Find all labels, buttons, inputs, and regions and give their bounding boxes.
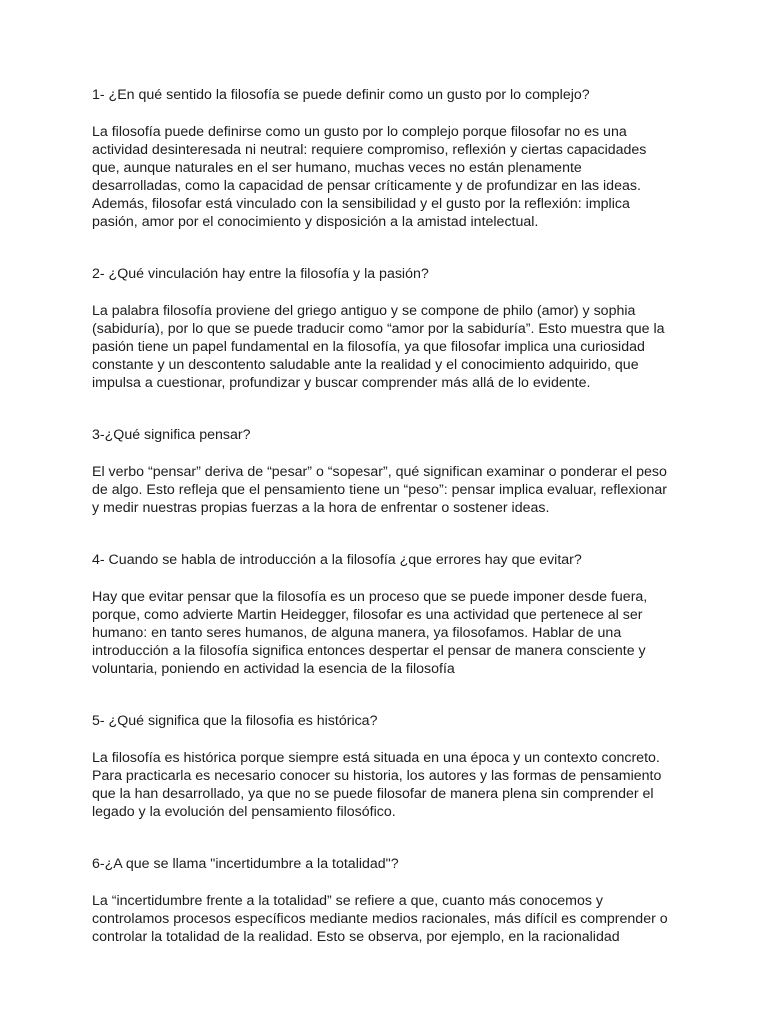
answer-line: pasión, amor por el conocimiento y disposición a la amistad intelectual. (92, 214, 539, 230)
answer-line: legado y la evolución del pensamiento filosófico. (92, 804, 396, 820)
answer-5 (92, 749, 692, 821)
qa-section-4 (92, 551, 692, 678)
answer-line: desarrolladas, como la capacidad de pensar críticamente y de profundizar en las ideas. (92, 178, 641, 194)
answer-line: que, aunque naturales en el ser humano, muchas veces no están plenamente (92, 160, 582, 176)
answer-line: Además, filosofar está vinculado con la sensibilidad y el gusto por la reflexión: implica (92, 196, 630, 212)
answer-line: controlamos procesos específicos mediante medios racionales, más difícil es comprender o (92, 911, 668, 927)
question-1: 1- ¿En qué sentido la filosofía se puede definir como un gusto por lo complejo? (92, 87, 590, 103)
qa-section-3 (92, 426, 692, 517)
answer-1 (92, 123, 692, 231)
answer-line: La filosofía puede definirse como un gusto por lo complejo porque filosofar no es una (92, 124, 627, 140)
answer-2 (92, 302, 692, 392)
question-5: 5- ¿Qué significa que la filosofia es histórica? (92, 713, 378, 729)
answer-line: La filosofía es histórica porque siempre está situada en una época y un contexto concreto. (92, 750, 660, 766)
section-gap (92, 517, 692, 551)
section-gap (92, 821, 692, 855)
answer-line: El verbo “pensar” deriva de “pesar” o “sopesar”, qué significan examinar o ponderar el peso (92, 464, 667, 480)
answer-line: (sabiduría), por lo que se puede traducir como “amor por la sabiduría”. Esto muestra que la (92, 321, 665, 337)
answer-line: voluntaria, poniendo en actividad la esencia de la filosofía (92, 661, 455, 677)
answer-6 (92, 892, 692, 946)
section-gap (92, 392, 692, 426)
answer-line: porque, como advierte Martin Heidegger, filosofar es una actividad que pertenece al ser (92, 607, 643, 623)
qa-section-2 (92, 265, 692, 392)
question-4: 4- Cuando se habla de introducción a la filosofía ¿que errores hay que evitar? (92, 552, 582, 568)
answer-line: humano: en tanto seres humanos, de alguna manera, ya filosofamos. Hablar de una (92, 625, 622, 641)
answer-line: impulsa a cuestionar, profundizar y buscar comprender más allá de lo evidente. (92, 375, 591, 391)
section-gap (92, 231, 692, 265)
answer-3 (92, 463, 692, 517)
answer-line: y medir nuestras propias fuerzas a la hora de enfrentar o sostener ideas. (92, 500, 550, 516)
answer-4 (92, 588, 692, 678)
question-3: 3-¿Qué significa pensar? (92, 427, 251, 443)
answer-line: Para practicarla es necesario conocer su historia, los autores y las formas de pensamiento (92, 768, 662, 784)
answer-line: constante y un descontento saludable ante la realidad y el conocimiento adquirido, que (92, 357, 639, 373)
section-gap (92, 678, 692, 712)
document-page (92, 86, 692, 946)
answer-line: La “incertidumbre frente a la totalidad” se refiere a que, cuanto más conocemos y (92, 893, 604, 909)
answer-line: Hay que evitar pensar que la filosofía es un proceso que se puede imponer desde fuera, (92, 589, 648, 605)
answer-line: de algo. Esto refleja que el pensamiento tiene un “peso”: pensar implica evaluar, reflexionar (92, 482, 667, 498)
question-2: 2- ¿Qué vinculación hay entre la filosofía y la pasión? (92, 266, 429, 282)
qa-section-6 (92, 855, 692, 946)
answer-line: que la han desarrollado, ya que no se puede filosofar de manera plena sin comprender el (92, 786, 654, 802)
qa-section-1 (92, 86, 692, 231)
answer-line: pasión tiene un papel fundamental en la filosofía, ya que filosofar implica una curiosidad (92, 339, 645, 355)
answer-line: La palabra filosofía proviene del griego antiguo y se compone de philo (amor) y sophia (92, 303, 636, 319)
answer-line: introducción a la filosofía significa entonces despertar el pensar de manera consciente y (92, 643, 646, 659)
qa-section-5 (92, 712, 692, 821)
answer-line: controlar la totalidad de la realidad. Esto se observa, por ejemplo, en la racionalidad (92, 929, 620, 945)
question-6: 6-¿A que se llama "incertidumbre a la totalidad"? (92, 856, 399, 872)
answer-line: actividad desinteresada ni neutral: requiere compromiso, reflexión y ciertas capacidades (92, 142, 647, 158)
